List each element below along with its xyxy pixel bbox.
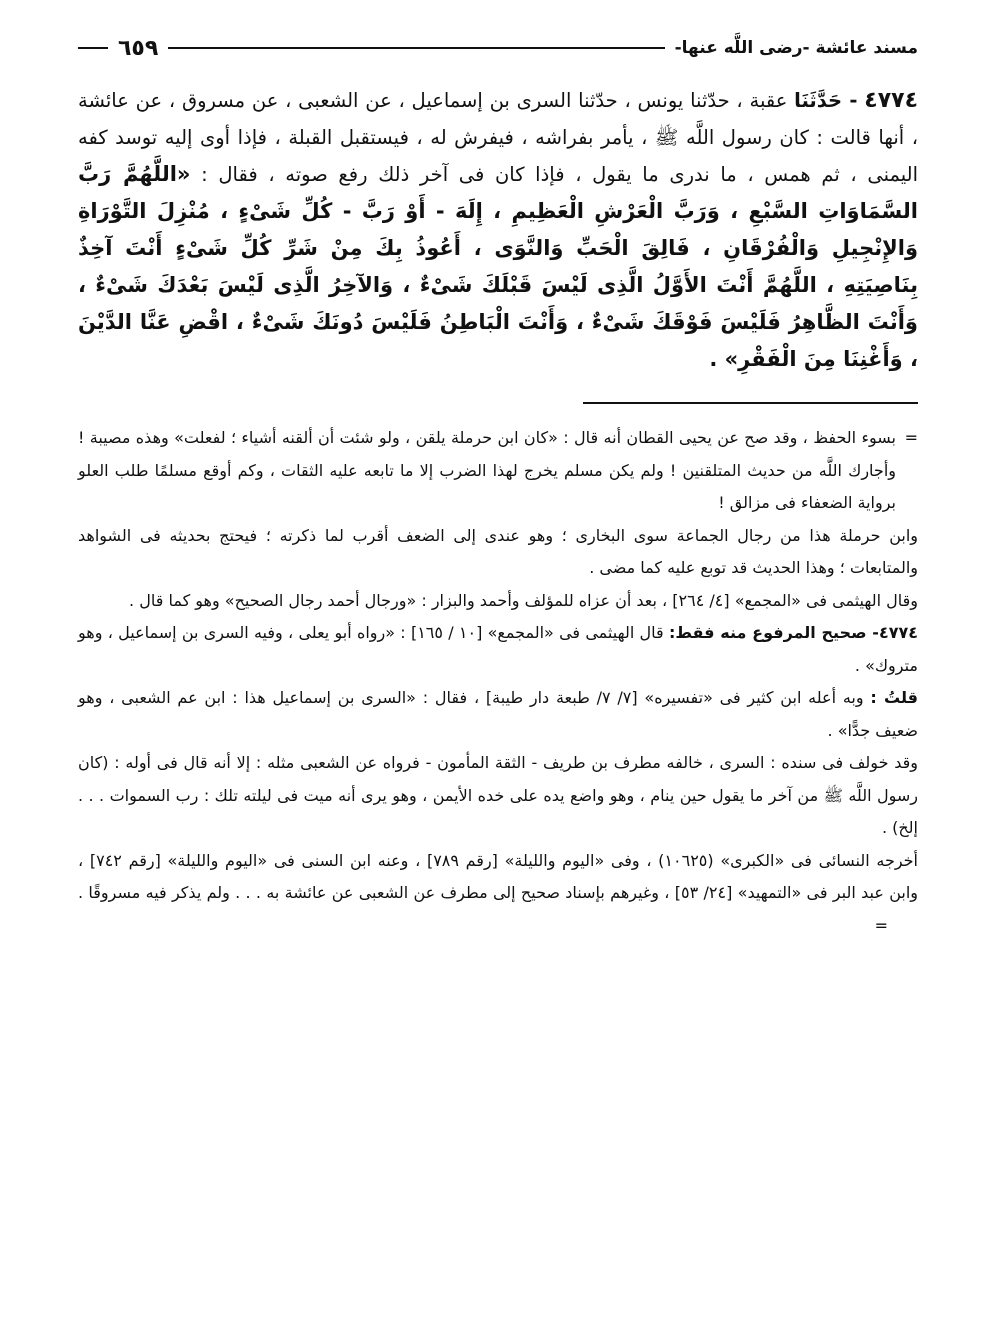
header-rule: [168, 47, 664, 49]
footnote-text: قال الهيثمى فى «المجمع» [١٠ / ١٦٥] : «رواه أبو يعلى ، وفيه السرى بن إسماعيل ، وهو متروك» .: [78, 623, 918, 675]
footnote-lead: قلتُ :: [870, 688, 919, 707]
footnote-text: بسوء الحفظ ، وقد صح عن يحيى القطان أنه قال : «كان ابن حرملة يلقن ، ولو شئت أن ألقنه أشياء ؛ لفعلت» وهذه مصيبة ! وأجارك اللَّه من حديث المتلقنين ! ولم يكن مسلم يخرج لهذا الضرب إلا ما تابعه عليه الثقات ، وكم أوقع مسلمًا طلب العلو برواية الضعفاء فى مزالق !: [78, 428, 896, 512]
hadith-text: [78, 82, 918, 378]
footnote-text: وقد خولف فى سنده : السرى ، خالفه مطرف بن طريف - الثقة المأمون - فرواه عن الشعبى مثله : إلا أنه قال فى أوله : (كان رسول اللَّه ﷺ من آخر ما يقول حين ينام ، وهو واضع يده على خده الأيمن ، وهو يرى أنه ميت فى ليلته تلك : رب السموات . . . إلخ) .: [78, 753, 918, 837]
continuation-marker: =: [904, 428, 918, 447]
footnote-text: وابن حرملة هذا من رجال الجماعة سوى البخارى ؛ وهو عندى إلى الضعف أقرب لما ذكرته ؛ فيحتج بحديثه فى الشواهد والمتابعات ؛ وهذا الحديث قد توبع عليه كما مضى .: [78, 525, 918, 577]
running-header: [78, 28, 918, 68]
footnote-paragraph: [78, 585, 918, 618]
footnote-paragraph: [78, 617, 918, 682]
footnote-paragraph: [78, 422, 918, 520]
footnote-text: وقال الهيثمى فى «المجمع» [٤/ ٢٦٤] ، بعد أن عزاه للمؤلف وأحمد والبزار : «ورجال أحمد رجال الصحيح» وهو كما قال .: [129, 590, 918, 610]
end-continuation-marker: =: [874, 915, 888, 935]
footnote-paragraph: [78, 682, 918, 747]
footnote-text: أخرجه النسائى فى «الكبرى» (١٠٦٢٥) ، وفى «اليوم والليلة» [رقم ٧٨٩] ، وعنه ابن السنى فى «اليوم والليلة» [رقم ٧٤٢] ، وابن عبد البر فى «التمهيد» [٢٤/ ٥٣] ، وغيرهم بإسناد صحيح إلى مطرف عن الشعبى عن عائشة به . . . ولم يذكر فيه مسروقًا .: [78, 850, 919, 902]
header-dash: [78, 47, 108, 49]
footnote-paragraph: [78, 520, 918, 585]
hadith-supplication: «اللَّهُمَّ رَبَّ السَّمَاوَاتِ السَّبْعِ ، وَرَبَّ الْعَرْشِ الْعَظِيمِ ، إِلَهَ - أَوْ رَبَّ - كُلِّ شَىْءٍ ، مُنْزِلَ التَّوْرَاةِ وَالإِنْجِيلِ وَالْفُرْقَانِ ، فَالِقَ الْحَبِّ وَالنَّوَى ، أَعُوذُ بِكَ مِنْ شَرِّ كُلِّ شَىْءٍ أَنْتَ آخِذٌ بِنَاصِيَتِهِ ، اللَّهُمَّ أَنْتَ الأَوَّلُ الَّذِى لَيْسَ قَبْلَكَ شَىْءٌ ، وَالآخِرُ الَّذِى لَيْسَ بَعْدَكَ شَىْءٌ ، وَأَنْتَ الظَّاهِرُ فَلَيْسَ فَوْقَكَ شَىْءٌ ، وَأَنْتَ الْبَاطِنُ فَلَيْسَ دُونَكَ شَىْءٌ ، اقْضِ عَنَّا الدَّيْنَ ، وَأَغْنِنَا مِنَ الْفَقْرِ» .: [78, 162, 918, 371]
page-number: ٦٥٩: [118, 35, 159, 61]
footnote-lead: ٤٧٧٤- صحيح المرفوع منه فقط:: [668, 623, 918, 642]
footnote-text: وبه أعله ابن كثير فى «تفسيره» [٧/ ٧/ طبعة دار طيبة] ، فقال : «السرى بن إسماعيل هذا : ابن عم الشعبى ، وهو ضعيف جدًّا» .: [78, 688, 918, 740]
header-title: مسند عائشة -رضى اللَّه عنها-: [674, 38, 918, 58]
footnotes: [78, 422, 918, 942]
footnote-separator: [583, 402, 918, 404]
book-page: [78, 28, 918, 942]
hadith-number: ٤٧٧٤: [864, 88, 919, 113]
footnote-paragraph: [78, 845, 918, 943]
hadith-chain: عقبة ، حدّثنا يونس ، حدّثنا السرى بن إسماعيل ، عن الشعبى ، عن مسروق ، عن عائشة ، أنها قالت : كان رسول اللَّه ﷺ ، يأمر بفراشه ، فيفرش له ، فيستقبل القبلة ، فإذا أوى إليه توسد كفه اليمنى ، ثم همس ، ما ندرى ما يقول ، فإذا كان فى آخر ذلك رفع صوته ، فقال :: [78, 89, 919, 186]
hadith-opening: - حَدَّثَنَا: [794, 89, 858, 112]
footnote-paragraph: [78, 747, 918, 845]
